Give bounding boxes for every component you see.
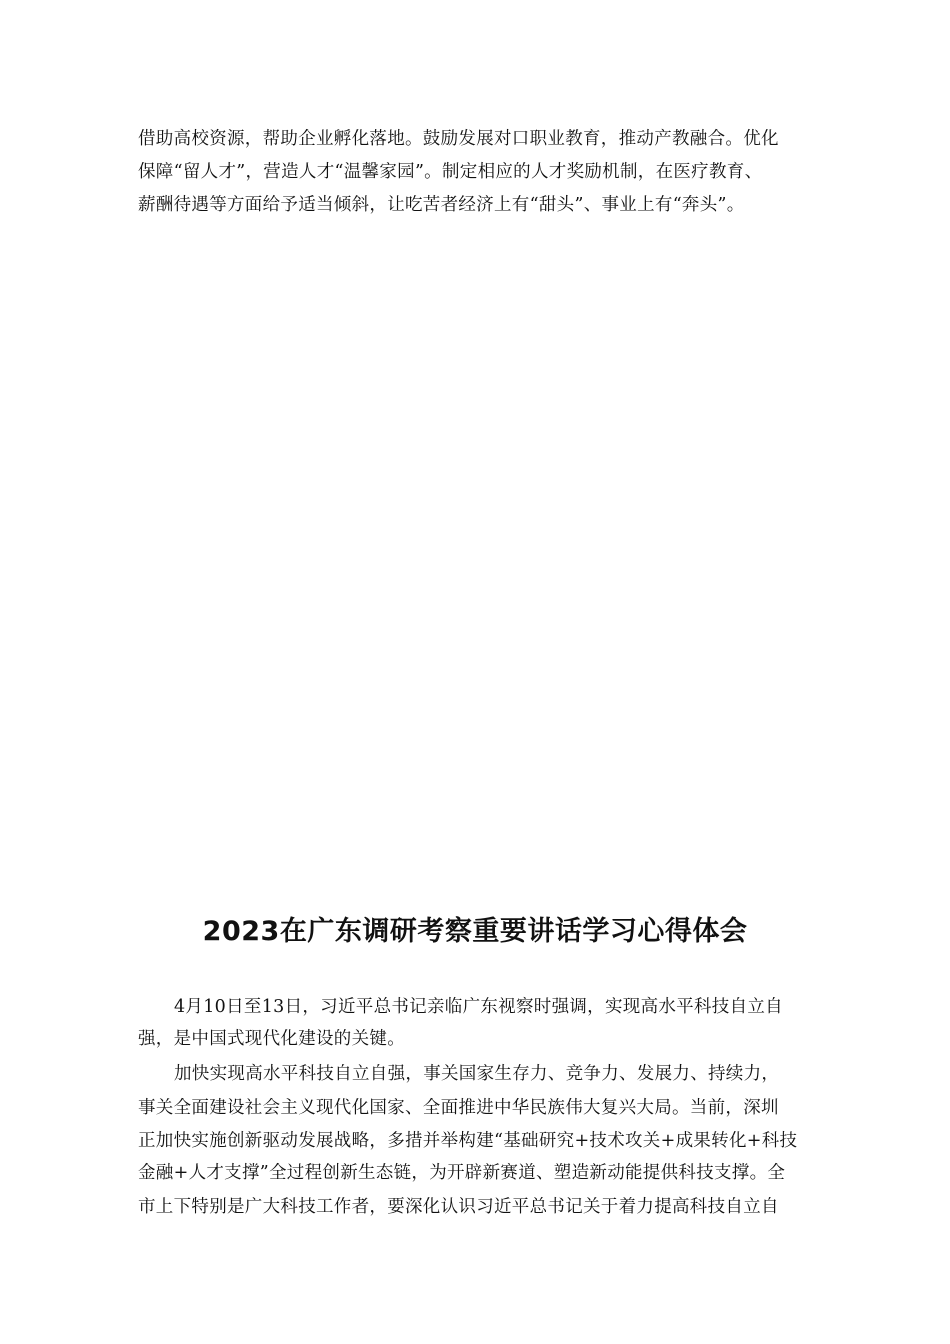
paragraph-line: 正加快实施创新驱动发展战略，多措并举构建“基础研究+技术攻关+成果转化+科技 bbox=[138, 1131, 798, 1151]
paragraph-line: 市上下特别是广大科技工作者，要深化认识习近平总书记关于着力提高科技自立自 bbox=[138, 1197, 779, 1217]
paragraph-line: 保障“留人才”，营造人才“温馨家园”。制定相应的人才奖励机制，在医疗教育、 bbox=[138, 162, 763, 182]
paragraph-line: 薪酬待遇等方面给予适当倾斜，让吃苦者经济上有“甜头”、事业上有“奔头”。 bbox=[138, 195, 745, 215]
paragraph-line: 强，是中国式现代化建设的关键。 bbox=[138, 1029, 405, 1049]
paragraph-line: 金融+人才支撑”全过程创新生态链，为开辟新赛道、塑造新动能提供科技支撑。全 bbox=[138, 1163, 786, 1183]
article-title: 2023在广东调研考察重要讲话学习心得体会 bbox=[202, 916, 748, 947]
paragraph-line: 借助高校资源，帮助企业孵化落地。鼓励发展对口职业教育，推动产教融合。优化 bbox=[138, 129, 779, 149]
paragraph-line: 4月10日至13日，习近平总书记亲临广东视察时强调，实现高水平科技自立自 bbox=[174, 997, 783, 1017]
paragraph-line: 事关全面建设社会主义现代化国家、全面推进中华民族伟大复兴大局。当前，深圳 bbox=[138, 1098, 779, 1118]
paragraph-line: 加快实现高水平科技自立自强，事关国家生存力、竞争力、发展力、持续力， bbox=[174, 1064, 780, 1084]
